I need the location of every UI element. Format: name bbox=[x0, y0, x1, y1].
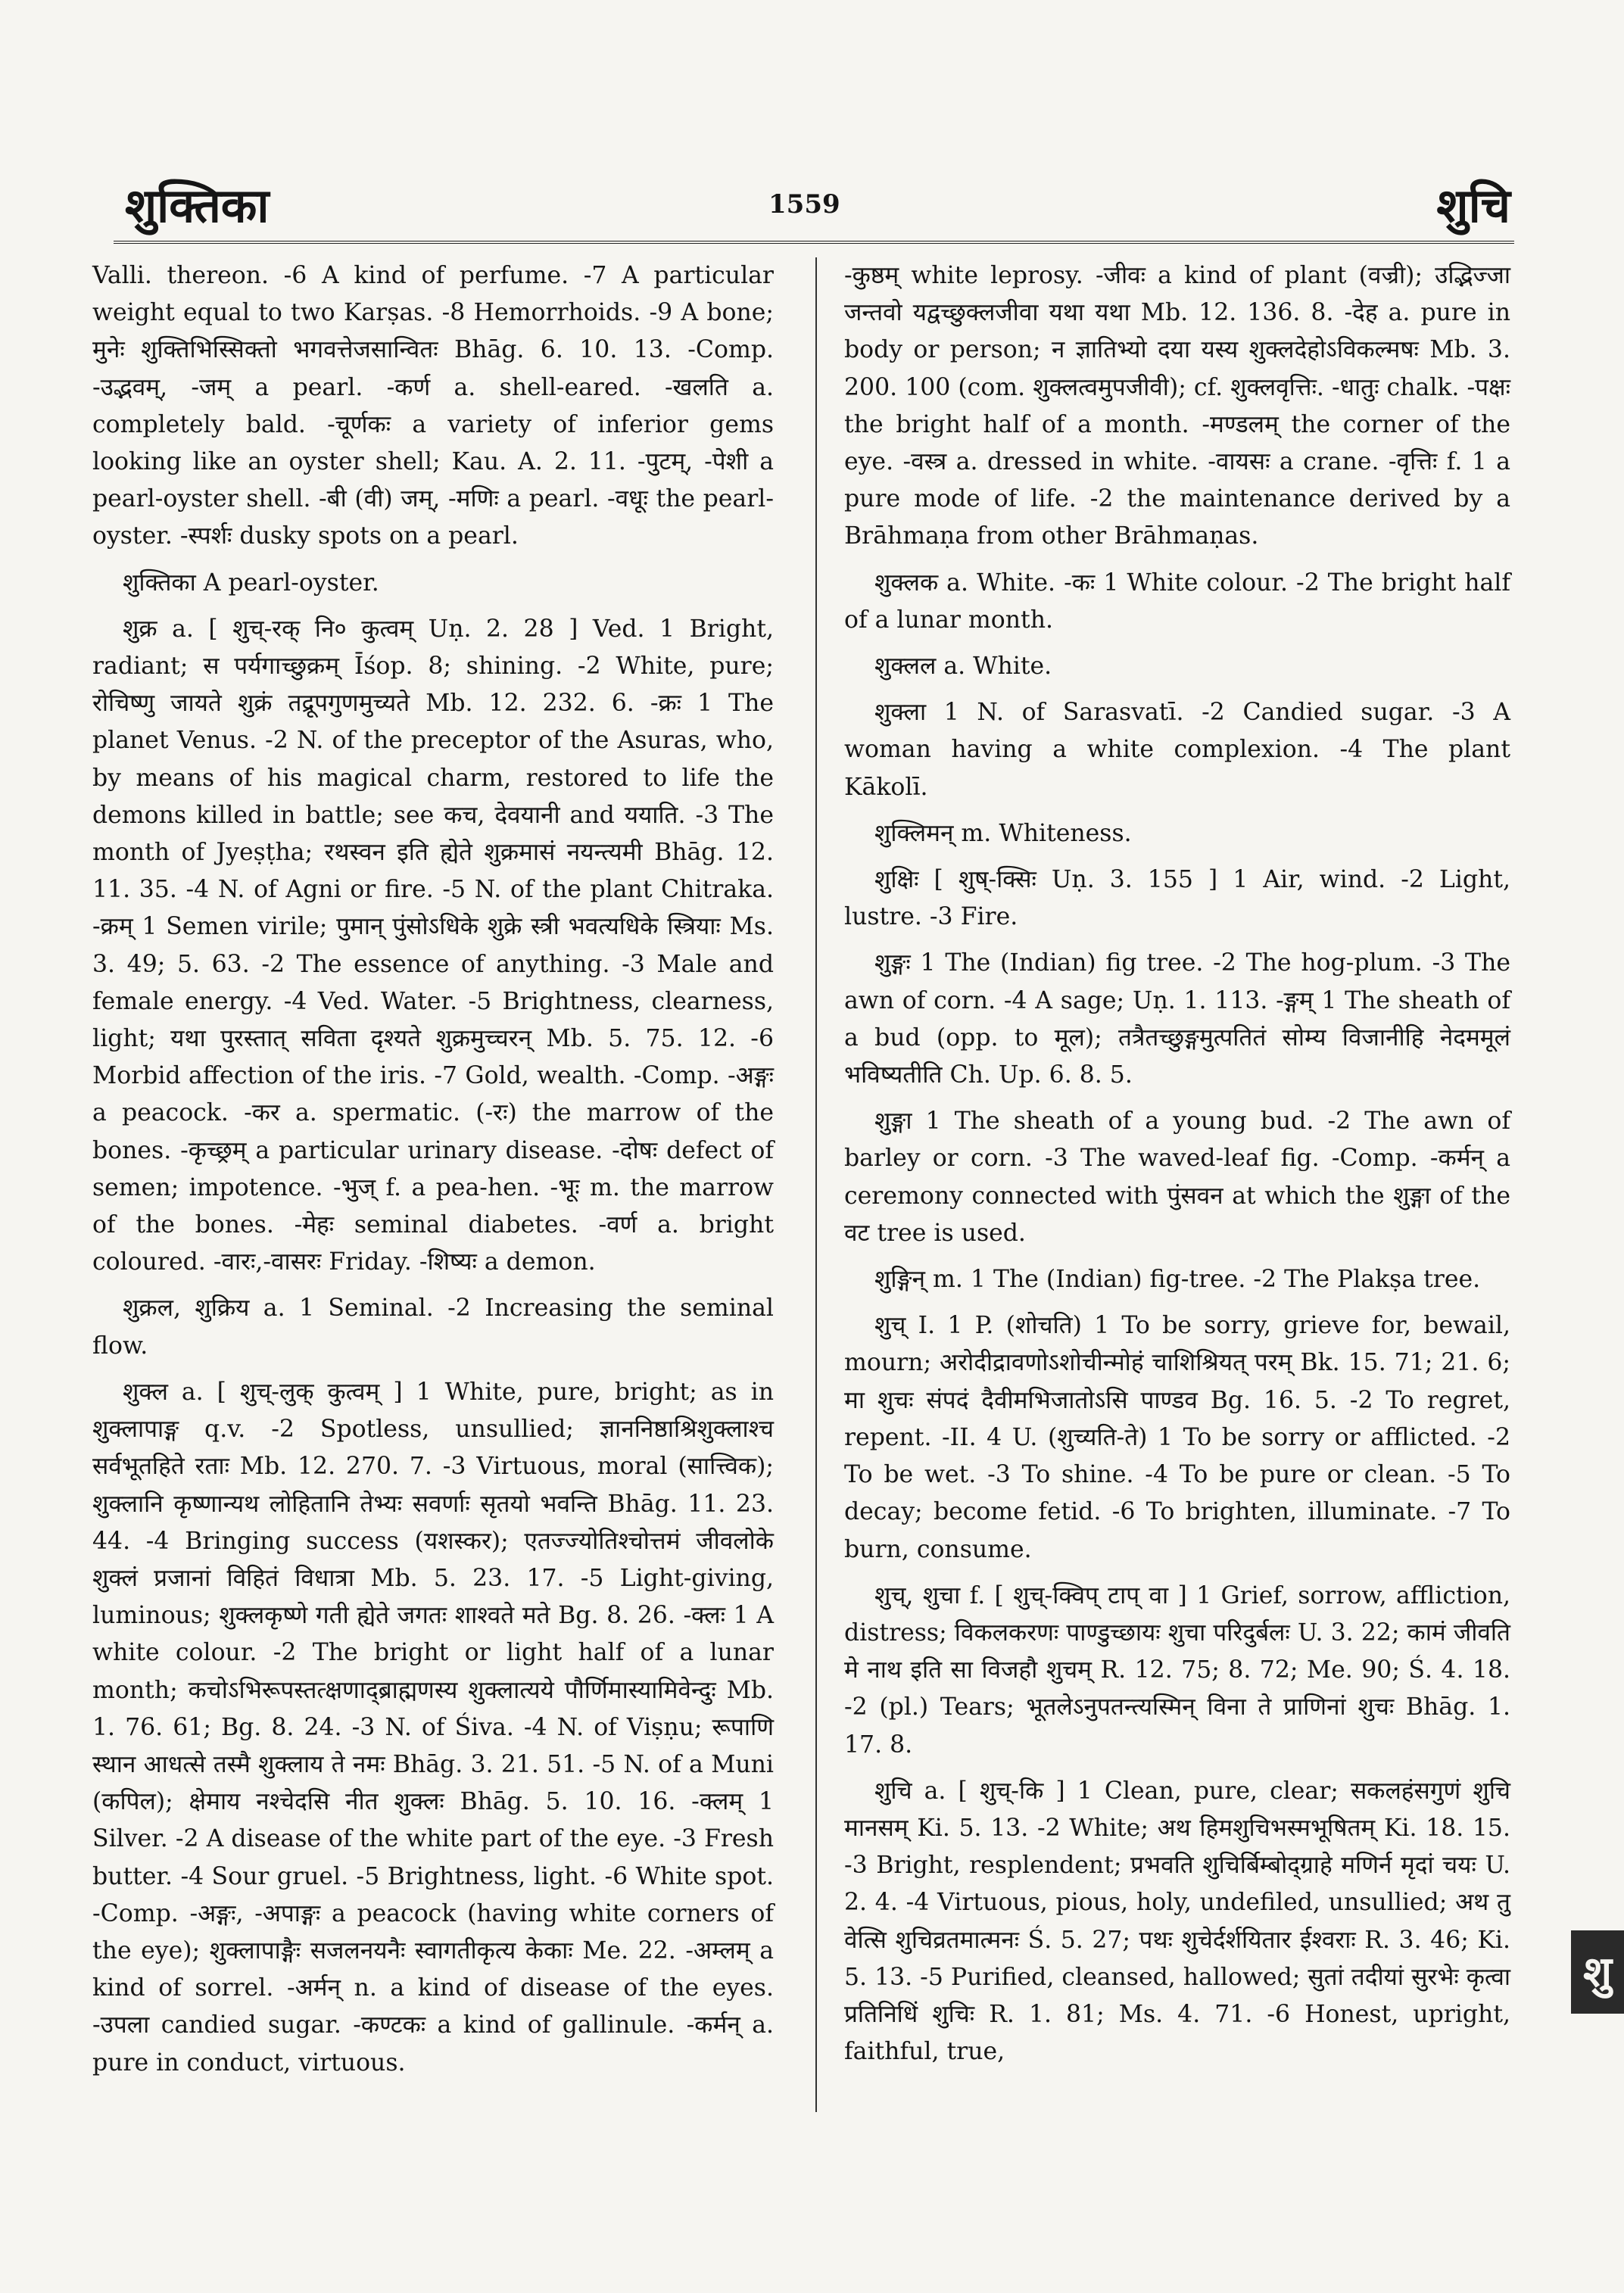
dictionary-entry: शुच्, शुचा f. [ शुच्-क्विप् टाप् वा ] 1 Grief, sorrow, affliction, distress; विकलकरणः पाण्डुच्छायः शुचा परिदुर्बलः U. 3. 22; कामं जीवति मे नाथ इति सा विजहौ शुचम् R. 12. 75; 8. 72; Me. 90; Ś. 4. 18. -2 (pl.) Tears; भूतलेऽनुपतन्त्यस्मिन् विना ते प्राणिनां शुचः Bhāg. 1. 17. 8. bbox=[844, 1581, 1510, 1759]
dictionary-entry: Valli. thereon. -6 A kind of perfume. -7 A particular weight equal to two Karṣas. -8 Hemorrhoids. -9 A bone; मुनेः शुक्तिभिस्सिक्तो भगवत्तेजसान्वितः Bhāg. 6. 10. 13. -Comp. -उद्भवम्, -जम् a pearl. -कर्ण a. shell-eared. -खलति a. completely bald. -चूर्णकः a variety of inferior gems looking like an oyster shell; Kau. A. 2. 11. -पुटम्, -पेशी a pearl-oyster shell. -बी (वी) जम्, -मणिः a pearl. -वधूः the pearl-oyster. -स्पर्शः dusky spots on a pearl. bbox=[92, 262, 774, 550]
dictionary-entry: शुक्लक a. White. -कः 1 White colour. -2 The bright half of a lunar month. bbox=[844, 569, 1510, 634]
dictionary-entry: शुक्रल, शुक्रिय a. 1 Seminal. -2 Increasing the seminal flow. bbox=[92, 1294, 774, 1360]
dictionary-entry: शुक्ला 1 N. of Sarasvatī. -2 Candied sugar. -3 A woman having a white complexion. -4 The plant Kākolī. bbox=[844, 699, 1510, 801]
dictionary-entry: शुच् I. 1 P. (शोचति) 1 To be sorry, grieve for, bewail, mourn; अरोदीद्रावणोऽशोचीन्मोहं चाशिश्रियत् परम् Bk. 15. 71; 21. 6; मा शुचः संपदं दैवीमभिजातोऽसि पाण्डव Bg. 16. 5. -2 To regret, repent. -II. 4 U. (शुच्यति-ते) 1 To be sorry or afflicted. -2 To be wet. -3 To shine. -4 To be pure or clean. -5 To decay; become fetid. -6 To brighten, illuminate. -7 To burn, consume. bbox=[844, 1312, 1510, 1563]
left-column bbox=[92, 257, 774, 2091]
header-rule bbox=[114, 241, 1514, 244]
right-column bbox=[844, 257, 1510, 2080]
dictionary-entry: शुक्लल a. White. bbox=[874, 653, 1052, 681]
page-header bbox=[125, 173, 1510, 248]
dictionary-entry: शुक्र a. [ शुच्-रक् नि० कुत्वम् Uṇ. 2. 28 ] Ved. 1 Bright, radiant; स पर्यगाच्छुक्रम् Īśop. 8; shining. -2 White, pure; रोचिष्णु जायते शुक्रं तद्रूपगुणमुच्यते Mb. 12. 232. 6. -क्रः 1 The planet Venus. -2 N. of the preceptor of the Asuras, who, by means of his magical charm, restored to life the demons killed in battle; see कच, देवयानी and ययाति. -3 The month of Jyeṣṭha; रथस्वन इति ह्येते शुक्रमासं नयन्त्यमी Bhāg. 12. 11. 35. -4 N. of Agni or fire. -5 N. of the plant Chitraka. -क्रम् 1 Semen virile; पुमान् पुंसोऽधिके शुक्रे स्त्री भवत्यधिके स्त्रियाः Ms. 3. 49; 5. 63. -2 The essence of anything. -3 Male and female energy. -4 Ved. Water. -5 Brightness, clearness, light; यथा पुरस्तात् सविता दृश्यते शुक्रमुच्चरन् Mb. 5. 75. 12. -6 Morbid affection of the iris. -7 Gold, wealth. -Comp. -अङ्गः a peacock. -कर a. spermatic. (-रः) the marrow of the bones. -कृच्छ्रम् a particular urinary disease. -दोषः defect of semen; impotence. -भुज् f. a pea-hen. -भूः m. the marrow of the bones. -मेहः seminal diabetes. -वर्ण a. bright coloured. -वारः,-वासरः Friday. -शिष्यः a demon. bbox=[92, 615, 774, 1276]
thumb-index-tab: शु bbox=[1571, 1930, 1624, 2014]
dictionary-entry: शुङ्गिन् m. 1 The (Indian) fig-tree. -2 The Plakṣa tree. bbox=[874, 1266, 1481, 1294]
left-running-headword: शुक्तिका bbox=[125, 178, 270, 233]
dictionary-entry: शुङ्गः 1 The (Indian) fig tree. -2 The hog-plum. -3 The awn of corn. -4 A sage; Uṇ. 1. 113. -ङ्गम् 1 The sheath of a bud (opp. to मूल); तत्रैतच्छुङ्गमुत्पतितं सोम्य विजानीहि नेदममूलं भविष्यतीति Ch. Up. 6. 8. 5. bbox=[844, 949, 1510, 1089]
dictionary-entry: शुक्लिमन् m. Whiteness. bbox=[874, 819, 1132, 847]
column-divider bbox=[815, 257, 817, 2112]
dictionary-entry: शुक्ल a. [ शुच्-लुक् कुत्वम् ] 1 White, pure, bright; as in शुक्लापाङ्ग q.v. -2 Spotless, unsullied; ज्ञाननिष्ठाश्रिशुक्लाश्च सर्वभूतहिते रताः Mb. 12. 270. 7. -3 Virtuous, moral (सात्त्विक); शुक्लानि कृष्णान्यथ लोहितानि तेभ्यः सवर्णाः सृतयो भवन्ति Bhāg. 11. 23. 44. -4 Bringing success (यशस्कर); एतज्ज्योतिश्चोत्तमं जीवलोके शुक्लं प्रजानां विहितं विधात्रा Mb. 5. 23. 17. -5 Light-giving, luminous; शुक्लकृष्णे गती ह्येते जगतः शाश्वते मते Bg. 8. 26. -क्लः 1 A white colour. -2 The bright or light half of a lunar month; कचोऽभिरूपस्तत्क्षणाद्ब्राह्मणस्य शुक्लात्यये पौर्णिमास्यामिवेन्दुः Mb. 1. 76. 61; Bg. 8. 24. -3 N. of Śiva. -4 N. of Viṣṇu; रूपाणि स्थान आधत्से तस्मै शुक्लाय ते नमः Bhāg. 3. 21. 51. -5 N. of a Muni (कपिल); क्षेमाय नश्चेदसि नीत शुक्लः Bhāg. 5. 10. 16. -क्लम् 1 Silver. -2 A disease of the white part of the eye. -3 Fresh butter. -4 Sour gruel. -5 Brightness, light. -6 White spot. -Comp. -अङ्गः, -अपाङ्गः a peacock (having white corners of the eye); शुक्लापाङ्गैः सजलनयनैः स्वागतीकृत्य केकाः Me. 22. -अम्लम् a kind of sorrel. -अर्मन् n. a kind of disease of the eyes. -उपला candied sugar. -कण्टकः a kind of gallinule. -कर्मन् a. pure in conduct, virtuous. bbox=[92, 1378, 774, 2076]
dictionary-entry: शुक्तिका A pearl-oyster. bbox=[123, 569, 379, 597]
page-number: 1559 bbox=[768, 189, 840, 220]
right-running-headword: शुचि bbox=[1436, 178, 1510, 233]
dictionary-entry: -कुष्ठम् white leprosy. -जीवः a kind of plant (वज्री); उद्भिज्जा जन्तवो यद्वच्छुक्लजीवा यथा यथा Mb. 12. 136. 8. -देह a. pure in body or person; न ज्ञातिभ्यो दया यस्य शुक्लदेहोऽविकल्मषः Mb. 3. 200. 100 (com. शुक्लत्वमुपजीवी); cf. शुक्लवृत्तिः. -धातुः chalk. -पक्षः the bright half of a month. -मण्डलम् the corner of the eye. -वस्त्र a. dressed in white. -वायसः a crane. -वृत्तिः f. 1 a pure mode of life. -2 the maintenance derived by a Brāhmaṇa from other Brāhmaṇas. bbox=[844, 262, 1510, 550]
dictionary-entry: शुचि a. [ शुच्-कि ] 1 Clean, pure, clear; सकलहंसगुणं शुचि मानसम् Ki. 5. 13. -2 White; अथ हिमशुचिभस्मभूषितम् Ki. 18. 15. -3 Bright, resplendent; प्रभवति शुचिर्बिम्बोद्ग्राहे मणिर्न मृदां चयः U. 2. 4. -4 Virtuous, pious, holy, undefiled, unsullied; अथ तु वेत्सि शुचिव्रतमात्मनः Ś. 5. 27; पथः शुचेर्दर्शयितार ईश्वराः R. 3. 46; Ki. 5. 13. -5 Purified, cleansed, hallowed; सुतां तदीयां सुरभेः कृत्वा प्रतिनिधिं शुचिः R. 1. 81; Ms. 4. 71. -6 Honest, upright, faithful, true, bbox=[844, 1777, 1510, 2066]
dictionary-entry: शुङ्गा 1 The sheath of a young bud. -2 The awn of barley or corn. -3 The waved-leaf fig. -Comp. -कर्मन् a ceremony connected with पुंसवन at which the शुङ्गा of the वट tree is used. bbox=[844, 1108, 1510, 1247]
dictionary-entry: शुक्षिः [ शुष्-क्सिः Uṇ. 3. 155 ] 1 Air, wind. -2 Light, lustre. -3 Fire. bbox=[844, 866, 1510, 931]
